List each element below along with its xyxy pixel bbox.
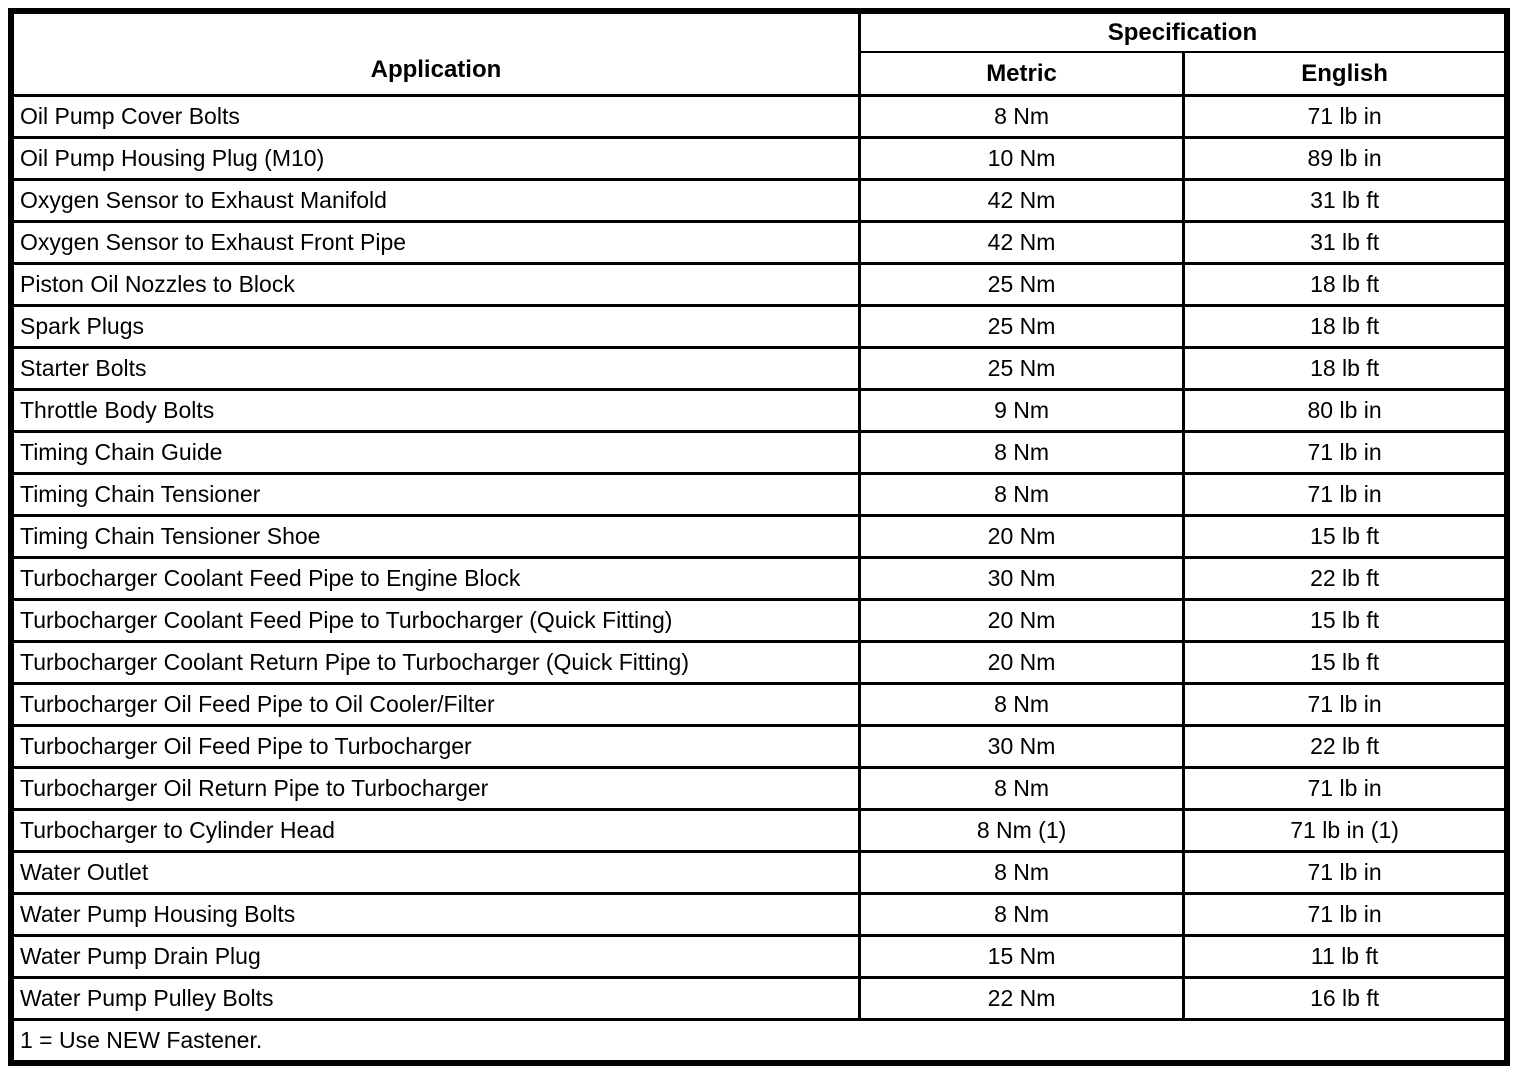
table-row [11, 348, 1507, 390]
application-cell: Timing Chain Tensioner Shoe [11, 516, 859, 558]
table-row [11, 642, 1507, 684]
table-row [11, 936, 1507, 978]
application-cell: Water Pump Pulley Bolts [11, 978, 859, 1020]
table-row [11, 768, 1507, 810]
metric-cell: 25 Nm [859, 264, 1183, 306]
table-row [11, 96, 1507, 138]
footnote-row [11, 1020, 1507, 1064]
metric-cell: 30 Nm [859, 726, 1183, 768]
table-row [11, 474, 1507, 516]
metric-cell: 30 Nm [859, 558, 1183, 600]
metric-cell: 20 Nm [859, 600, 1183, 642]
application-cell: Turbocharger Oil Feed Pipe to Oil Cooler/Filter [11, 684, 859, 726]
table-row [11, 978, 1507, 1020]
application-cell: Turbocharger to Cylinder Head [11, 810, 859, 852]
metric-cell: 20 Nm [859, 642, 1183, 684]
torque-spec-table [8, 8, 1510, 1066]
application-cell: Oxygen Sensor to Exhaust Manifold [11, 180, 859, 222]
application-cell: Timing Chain Guide [11, 432, 859, 474]
header-row-specification [11, 11, 1507, 52]
english-cell: 31 lb ft [1184, 222, 1507, 264]
table-row [11, 894, 1507, 936]
english-cell: 71 lb in (1) [1184, 810, 1507, 852]
metric-cell: 42 Nm [859, 180, 1183, 222]
english-cell: 31 lb ft [1184, 180, 1507, 222]
application-cell: Piston Oil Nozzles to Block [11, 264, 859, 306]
table-row [11, 516, 1507, 558]
english-cell: 71 lb in [1184, 432, 1507, 474]
application-cell: Turbocharger Oil Return Pipe to Turbocharger [11, 768, 859, 810]
application-cell: Spark Plugs [11, 306, 859, 348]
application-cell: Water Pump Drain Plug [11, 936, 859, 978]
english-cell: 89 lb in [1184, 138, 1507, 180]
english-cell: 22 lb ft [1184, 558, 1507, 600]
english-cell: 15 lb ft [1184, 642, 1507, 684]
english-cell: 80 lb in [1184, 390, 1507, 432]
english-column-header: English [1184, 52, 1507, 96]
application-cell: Timing Chain Tensioner [11, 474, 859, 516]
application-cell: Water Pump Housing Bolts [11, 894, 859, 936]
english-cell: 71 lb in [1184, 768, 1507, 810]
metric-cell: 8 Nm [859, 474, 1183, 516]
metric-cell: 8 Nm [859, 432, 1183, 474]
application-cell: Oil Pump Cover Bolts [11, 96, 859, 138]
application-column-header: Application [11, 11, 859, 96]
metric-cell: 20 Nm [859, 516, 1183, 558]
application-cell: Oxygen Sensor to Exhaust Front Pipe [11, 222, 859, 264]
table-row [11, 180, 1507, 222]
table-row [11, 306, 1507, 348]
specification-column-group-header: Specification [859, 11, 1507, 52]
table-row [11, 684, 1507, 726]
table-row [11, 432, 1507, 474]
metric-cell: 15 Nm [859, 936, 1183, 978]
table-row [11, 264, 1507, 306]
english-cell: 16 lb ft [1184, 978, 1507, 1020]
application-cell: Throttle Body Bolts [11, 390, 859, 432]
english-cell: 71 lb in [1184, 474, 1507, 516]
metric-cell: 8 Nm [859, 684, 1183, 726]
metric-cell: 8 Nm (1) [859, 810, 1183, 852]
table-body [11, 96, 1507, 1020]
metric-cell: 8 Nm [859, 96, 1183, 138]
english-cell: 18 lb ft [1184, 348, 1507, 390]
application-cell: Turbocharger Coolant Feed Pipe to Engine Block [11, 558, 859, 600]
table-row [11, 138, 1507, 180]
application-cell: Oil Pump Housing Plug (M10) [11, 138, 859, 180]
metric-cell: 22 Nm [859, 978, 1183, 1020]
metric-cell: 9 Nm [859, 390, 1183, 432]
metric-cell: 8 Nm [859, 894, 1183, 936]
metric-cell: 25 Nm [859, 306, 1183, 348]
table-footer [11, 1020, 1507, 1064]
english-cell: 11 lb ft [1184, 936, 1507, 978]
table-row [11, 390, 1507, 432]
english-cell: 18 lb ft [1184, 306, 1507, 348]
english-cell: 71 lb in [1184, 852, 1507, 894]
table-row [11, 852, 1507, 894]
metric-cell: 8 Nm [859, 768, 1183, 810]
application-cell: Turbocharger Coolant Return Pipe to Turbocharger (Quick Fitting) [11, 642, 859, 684]
metric-cell: 25 Nm [859, 348, 1183, 390]
metric-column-header: Metric [859, 52, 1183, 96]
english-cell: 22 lb ft [1184, 726, 1507, 768]
table-header [11, 11, 1507, 96]
english-cell: 71 lb in [1184, 96, 1507, 138]
english-cell: 71 lb in [1184, 894, 1507, 936]
metric-cell: 10 Nm [859, 138, 1183, 180]
english-cell: 18 lb ft [1184, 264, 1507, 306]
table-row [11, 558, 1507, 600]
table-row [11, 726, 1507, 768]
metric-cell: 42 Nm [859, 222, 1183, 264]
table-row [11, 810, 1507, 852]
english-cell: 15 lb ft [1184, 516, 1507, 558]
english-cell: 15 lb ft [1184, 600, 1507, 642]
application-cell: Water Outlet [11, 852, 859, 894]
footnote: 1 = Use NEW Fastener. [11, 1020, 1507, 1064]
metric-cell: 8 Nm [859, 852, 1183, 894]
application-cell: Turbocharger Coolant Feed Pipe to Turbocharger (Quick Fitting) [11, 600, 859, 642]
table-row [11, 600, 1507, 642]
table-row [11, 222, 1507, 264]
application-cell: Turbocharger Oil Feed Pipe to Turbocharger [11, 726, 859, 768]
english-cell: 71 lb in [1184, 684, 1507, 726]
application-cell: Starter Bolts [11, 348, 859, 390]
